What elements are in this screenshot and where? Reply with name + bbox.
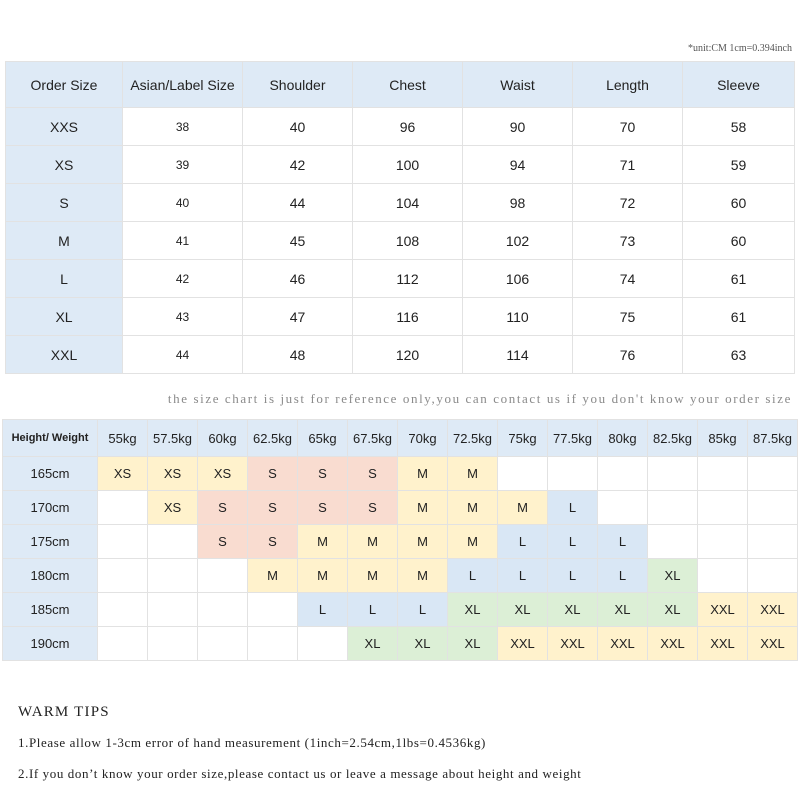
size-chart-cell: 60: [683, 184, 795, 222]
weight-header-cell: 65kg: [298, 420, 348, 457]
size-chart-row: [6, 108, 795, 146]
recommended-size-cell: [648, 457, 698, 491]
weight-header-cell: 57.5kg: [148, 420, 198, 457]
recommended-size-cell: [748, 457, 798, 491]
size-chart-header-row: [6, 62, 795, 108]
order-size-cell: L: [6, 260, 123, 298]
recommended-size-cell: M: [448, 525, 498, 559]
recommended-size-cell: L: [548, 491, 598, 525]
recommended-size-cell: M: [398, 491, 448, 525]
recommended-size-cell: M: [448, 491, 498, 525]
size-chart-row: [6, 146, 795, 184]
recommended-size-cell: [198, 627, 248, 661]
size-chart-header-cell: Shoulder: [243, 62, 353, 108]
size-chart-cell: 116: [353, 298, 463, 336]
size-chart-cell: 61: [683, 298, 795, 336]
recommended-size-cell: XL: [648, 559, 698, 593]
size-chart-cell: 98: [463, 184, 573, 222]
size-chart-row: [6, 336, 795, 374]
recommended-size-cell: [498, 457, 548, 491]
recommended-size-cell: [598, 457, 648, 491]
size-chart-cell: 112: [353, 260, 463, 298]
recommended-size-cell: M: [298, 559, 348, 593]
recommended-size-cell: [698, 525, 748, 559]
recommended-size-cell: XL: [448, 627, 498, 661]
recommended-size-cell: [248, 627, 298, 661]
recommended-size-cell: [648, 491, 698, 525]
size-chart-cell: 41: [123, 222, 243, 260]
weight-header-cell: 85kg: [698, 420, 748, 457]
weight-header-cell: 72.5kg: [448, 420, 498, 457]
order-size-cell: S: [6, 184, 123, 222]
size-chart-cell: 75: [573, 298, 683, 336]
recommended-size-cell: XL: [348, 627, 398, 661]
size-chart-cell: 102: [463, 222, 573, 260]
recommended-size-cell: [98, 491, 148, 525]
size-chart-cell: 39: [123, 146, 243, 184]
height-weight-row: [3, 491, 798, 525]
height-weight-row: [3, 525, 798, 559]
weight-header-cell: 82.5kg: [648, 420, 698, 457]
size-chart-table: [5, 61, 795, 374]
size-chart-row: [6, 222, 795, 260]
size-chart-cell: 72: [573, 184, 683, 222]
size-chart-cell: 73: [573, 222, 683, 260]
height-weight-table: [2, 419, 798, 661]
order-size-cell: XS: [6, 146, 123, 184]
size-chart-cell: 47: [243, 298, 353, 336]
recommended-size-cell: [98, 525, 148, 559]
size-chart-cell: 71: [573, 146, 683, 184]
recommended-size-cell: [198, 593, 248, 627]
recommended-size-cell: S: [198, 525, 248, 559]
recommended-size-cell: XL: [448, 593, 498, 627]
height-cell: 190cm: [3, 627, 98, 661]
height-weight-row: [3, 627, 798, 661]
recommended-size-cell: [598, 491, 648, 525]
weight-header-cell: 80kg: [598, 420, 648, 457]
size-chart-cell: 42: [123, 260, 243, 298]
weight-header-cell: 70kg: [398, 420, 448, 457]
size-chart-cell: 94: [463, 146, 573, 184]
size-chart-cell: 46: [243, 260, 353, 298]
unit-note: *unit:CM 1cm=0.394inch: [688, 43, 792, 54]
recommended-size-cell: XL: [398, 627, 448, 661]
order-size-cell: XL: [6, 298, 123, 336]
recommended-size-cell: [548, 457, 598, 491]
recommended-size-cell: XXL: [598, 627, 648, 661]
recommended-size-cell: XXL: [648, 627, 698, 661]
size-chart-cell: 40: [123, 184, 243, 222]
size-chart-cell: 106: [463, 260, 573, 298]
weight-header-cell: 77.5kg: [548, 420, 598, 457]
recommended-size-cell: [748, 559, 798, 593]
size-chart-cell: 110: [463, 298, 573, 336]
weight-header-cell: 55kg: [98, 420, 148, 457]
recommended-size-cell: L: [548, 559, 598, 593]
height-weight-row: [3, 457, 798, 491]
size-chart-cell: 45: [243, 222, 353, 260]
recommended-size-cell: L: [348, 593, 398, 627]
recommended-size-cell: L: [498, 525, 548, 559]
recommended-size-cell: L: [548, 525, 598, 559]
recommended-size-cell: XL: [648, 593, 698, 627]
size-chart-cell: 43: [123, 298, 243, 336]
height-weight-header-row: [3, 420, 798, 457]
recommended-size-cell: L: [298, 593, 348, 627]
recommended-size-cell: [648, 525, 698, 559]
recommended-size-cell: [98, 627, 148, 661]
recommended-size-cell: [98, 559, 148, 593]
height-cell: 165cm: [3, 457, 98, 491]
recommended-size-cell: [248, 593, 298, 627]
recommended-size-cell: M: [348, 559, 398, 593]
size-chart-cell: 100: [353, 146, 463, 184]
recommended-size-cell: [148, 627, 198, 661]
recommended-size-cell: XXL: [548, 627, 598, 661]
weight-header-cell: 62.5kg: [248, 420, 298, 457]
recommended-size-cell: L: [498, 559, 548, 593]
recommended-size-cell: [298, 627, 348, 661]
size-chart-cell: 48: [243, 336, 353, 374]
recommended-size-cell: M: [398, 525, 448, 559]
height-weight-corner-cell: Height/ Weight: [3, 420, 98, 457]
recommended-size-cell: [698, 491, 748, 525]
size-chart-header-cell: Length: [573, 62, 683, 108]
recommended-size-cell: XS: [98, 457, 148, 491]
tip-item: 1.Please allow 1-3cm error of hand measurement (1inch=2.54cm,1lbs=0.4536kg): [18, 735, 486, 750]
recommended-size-cell: L: [398, 593, 448, 627]
height-weight-row: [3, 593, 798, 627]
recommended-size-cell: M: [398, 457, 448, 491]
recommended-size-cell: S: [198, 491, 248, 525]
weight-header-cell: 67.5kg: [348, 420, 398, 457]
recommended-size-cell: S: [348, 457, 398, 491]
recommended-size-cell: XL: [598, 593, 648, 627]
size-chart-cell: 90: [463, 108, 573, 146]
weight-header-cell: 60kg: [198, 420, 248, 457]
recommended-size-cell: [98, 593, 148, 627]
size-chart-cell: 44: [243, 184, 353, 222]
size-chart-cell: 70: [573, 108, 683, 146]
tip-item: 2.If you don’t know your order size,please contact us or leave a message about height and weight: [18, 766, 582, 781]
size-chart-cell: 42: [243, 146, 353, 184]
recommended-size-cell: XXL: [698, 627, 748, 661]
order-size-cell: XXS: [6, 108, 123, 146]
warm-tips-title: WARM TIPS: [18, 704, 110, 720]
recommended-size-cell: [698, 457, 748, 491]
size-chart-cell: 58: [683, 108, 795, 146]
recommended-size-cell: L: [598, 525, 648, 559]
size-chart-cell: 76: [573, 336, 683, 374]
recommended-size-cell: L: [598, 559, 648, 593]
size-chart-row: [6, 260, 795, 298]
recommended-size-cell: S: [248, 457, 298, 491]
size-chart-cell: 44: [123, 336, 243, 374]
recommended-size-cell: XS: [198, 457, 248, 491]
recommended-size-cell: XS: [148, 457, 198, 491]
recommended-size-cell: S: [298, 457, 348, 491]
recommended-size-cell: L: [448, 559, 498, 593]
order-size-cell: XXL: [6, 336, 123, 374]
recommended-size-cell: S: [248, 525, 298, 559]
size-chart-header-cell: Waist: [463, 62, 573, 108]
size-chart-cell: 40: [243, 108, 353, 146]
size-chart-row: [6, 298, 795, 336]
height-cell: 175cm: [3, 525, 98, 559]
recommended-size-cell: XS: [148, 491, 198, 525]
recommended-size-cell: M: [498, 491, 548, 525]
recommended-size-cell: M: [298, 525, 348, 559]
recommended-size-cell: [148, 593, 198, 627]
recommended-size-cell: XL: [548, 593, 598, 627]
recommended-size-cell: XXL: [748, 593, 798, 627]
size-chart-cell: 61: [683, 260, 795, 298]
size-chart-cell: 96: [353, 108, 463, 146]
recommended-size-cell: S: [348, 491, 398, 525]
size-chart-cell: 114: [463, 336, 573, 374]
recommended-size-cell: S: [248, 491, 298, 525]
recommended-size-cell: M: [398, 559, 448, 593]
recommended-size-cell: [698, 559, 748, 593]
recommended-size-cell: XXL: [498, 627, 548, 661]
size-chart-cell: 104: [353, 184, 463, 222]
size-chart-cell: 59: [683, 146, 795, 184]
size-chart-cell: 120: [353, 336, 463, 374]
height-cell: 185cm: [3, 593, 98, 627]
size-chart-row: [6, 184, 795, 222]
weight-header-cell: 75kg: [498, 420, 548, 457]
height-cell: 180cm: [3, 559, 98, 593]
recommended-size-cell: XXL: [698, 593, 748, 627]
order-size-cell: M: [6, 222, 123, 260]
recommended-size-cell: XL: [498, 593, 548, 627]
recommended-size-cell: M: [348, 525, 398, 559]
recommended-size-cell: [148, 525, 198, 559]
size-chart-header-cell: Sleeve: [683, 62, 795, 108]
recommended-size-cell: S: [298, 491, 348, 525]
recommended-size-cell: [748, 525, 798, 559]
height-cell: 170cm: [3, 491, 98, 525]
size-chart-cell: 63: [683, 336, 795, 374]
size-chart-cell: 108: [353, 222, 463, 260]
reference-note: the size chart is just for reference only,you can contact us if you don't know your order size: [167, 391, 792, 406]
size-chart-header-cell: Chest: [353, 62, 463, 108]
height-weight-row: [3, 559, 798, 593]
size-chart-cell: 74: [573, 260, 683, 298]
recommended-size-cell: [198, 559, 248, 593]
recommended-size-cell: XXL: [748, 627, 798, 661]
size-chart-header-cell: Asian/Label Size: [123, 62, 243, 108]
recommended-size-cell: M: [248, 559, 298, 593]
recommended-size-cell: M: [448, 457, 498, 491]
size-chart-cell: 38: [123, 108, 243, 146]
size-chart-header-cell: Order Size: [6, 62, 123, 108]
recommended-size-cell: [148, 559, 198, 593]
recommended-size-cell: [748, 491, 798, 525]
weight-header-cell: 87.5kg: [748, 420, 798, 457]
size-chart-cell: 60: [683, 222, 795, 260]
